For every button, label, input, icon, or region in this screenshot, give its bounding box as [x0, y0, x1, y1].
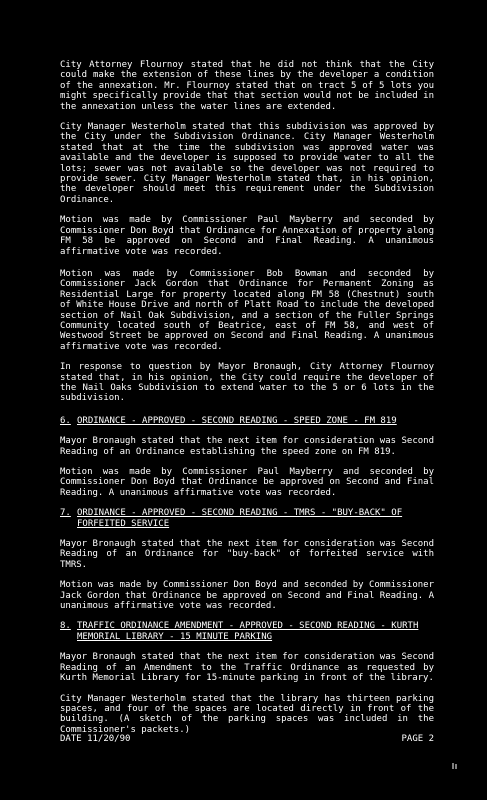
paragraph-speed-zone-intro: Mayor Bronaugh stated that the next item for consideration was Second Reading of an Ordinance establishing the speed zone on FM 819. — [60, 436, 434, 457]
agenda-item-title: ORDINANCE - APPROVED - SECOND READING - TMRS - "BUY-BACK" OF FORFEITED SERVICE — [77, 508, 403, 529]
document-page — [60, 60, 434, 744]
paragraph-zoning-motion: Motion was made by Commissioner Bob Bowman and seconded by Commissioner Jack Gordon that Ordinance for Permanent Zoning as Residential Large for property located along FM 58 (Chestnut) south of White House Drive and north of Platt Road to include the developed section of Nail Oak Subdivision, and a section of the Fuller Springs Community located south of Beatrice, east of FM 58, and west of Westwood Street be approved on Second and Final Reading. A unanimous affirmative vote was recorded. — [60, 268, 434, 352]
paragraph-subdivision-approval: City Manager Westerholm stated that this subdivision was approved by the City under the Subdivision Ordinance. City Manager Westerholm stated that at the time the subdivision was approved water was available and the developer is supposed to provide water to all the lots; sewer was not available so the developer was not required to provide sewer. City Manager Westerholm stated that, in his opinion, the developer should meet this requirement under the Subdivision Ordinance. — [60, 122, 434, 205]
page-footer — [60, 734, 434, 744]
agenda-item-library-parking — [60, 621, 434, 642]
agenda-item-speed-zone — [60, 416, 434, 426]
agenda-item-number: 6. — [60, 415, 71, 426]
footer-date: DATE 11/20/90 — [60, 734, 131, 744]
footer-page-number: PAGE 2 — [401, 734, 434, 744]
paragraph-annexation-extension: City Attorney Flournoy stated that he did not think that the City could make the extension of these lines by the developer a condition of the annexation. Mr. Flournoy stated that on tract 5 of 5 lots you might specifically provide that that section would not be included in the annexation unless the water lines are extended. — [60, 60, 434, 112]
paragraph-speed-zone-motion: Motion was made by Commissioner Paul Mayberry and seconded by Commissioner Don Boyd that Ordinance be approved on Second and Final Reading. A unanimous affirmative vote was recorded. — [60, 467, 434, 498]
agenda-item-title: TRAFFIC ORDINANCE AMENDMENT - APPROVED - SECOND READING - KURTH MEMORIAL LIBRARY - 15 MINUTE PARKING — [77, 621, 419, 642]
paragraph-attorney-response: In response to question by Mayor Bronaugh, City Attorney Flournoy stated that, in his opinion, the City could require the developer of the Nail Oaks Subdivision to extend water to the 5 or 6 lots in the subdivision. — [60, 362, 434, 404]
agenda-item-number: 8. — [60, 621, 71, 632]
agenda-item-number: 7. — [60, 508, 71, 519]
agenda-item-tmrs — [60, 508, 434, 529]
agenda-item-title: ORDINANCE - APPROVED - SECOND READING - SPEED ZONE - FM 819 — [77, 415, 397, 426]
paragraph-library-parking-spaces: City Manager Westerholm stated that the library has thirteen parking spaces, and four of the spaces are located directly in front of the building. (A sketch of the parking spaces was included in the Commissioner's packets.) — [60, 693, 434, 735]
paragraph-annexation-motion: Motion was made by Commissioner Paul Mayberry and seconded by Commissioner Don Boyd that Ordinance for Annexation of property along FM 58 be approved on Second and Final Reading. A unanimous affirmative vote was recorded. — [60, 215, 434, 257]
paragraph-tmrs-motion: Motion was made by Commissioner Don Boyd and seconded by Commissioner Jack Gordon that Ordinance be approved on Second and Final Reading. A unanimous affirmative vote was recorded. — [60, 580, 434, 612]
scan-mark-icon — [452, 762, 460, 770]
paragraph-library-intro: Mayor Bronaugh stated that the next item for consideration was Second Reading of an Amendment to the Traffic Ordinance as requested by Kurth Memorial Library for 15-minute parking in front of the library. — [60, 652, 434, 684]
paragraph-tmrs-intro: Mayor Bronaugh stated that the next item for consideration was Second Reading of an Ordinance for "buy-back" of forfeited service with TMRS. — [60, 539, 434, 570]
